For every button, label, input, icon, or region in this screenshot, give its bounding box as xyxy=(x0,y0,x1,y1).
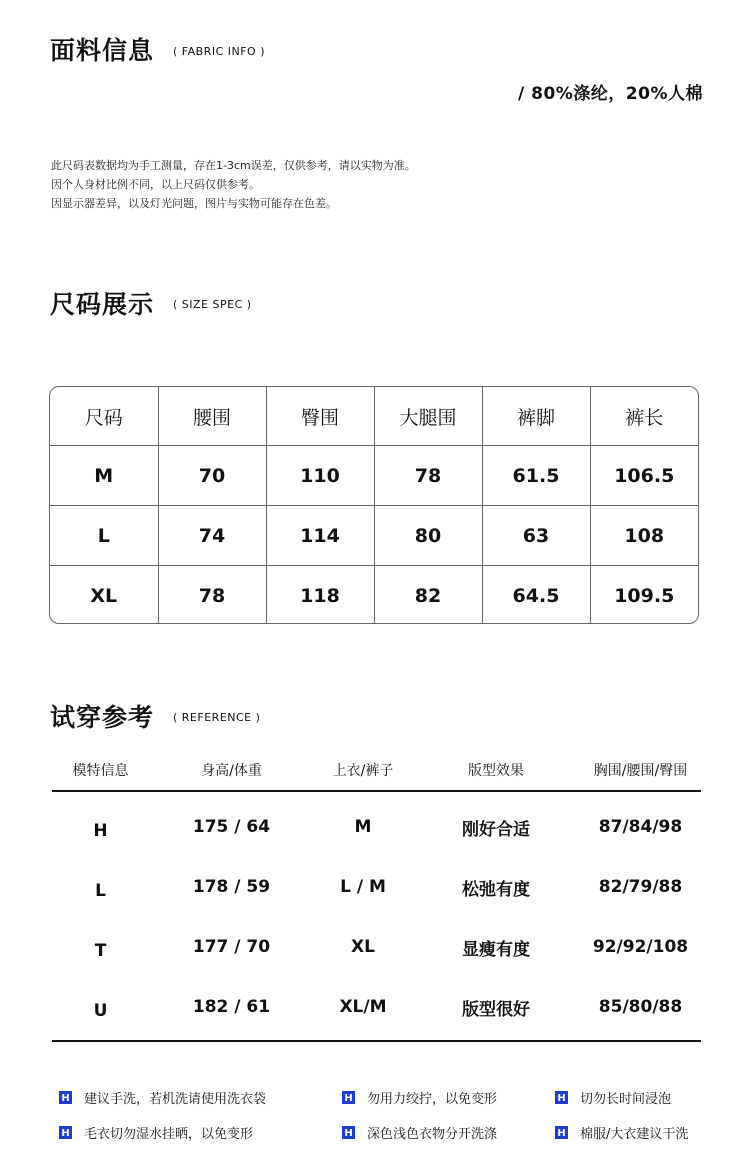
header-cell: 身高/体重 xyxy=(201,763,262,779)
header-cell: 胸围/腰围/臀围 xyxy=(593,763,688,779)
table-cell: 64.5 xyxy=(482,566,590,625)
size-cell: L / M xyxy=(340,877,386,897)
washing-care-icon: H xyxy=(555,1126,568,1139)
model-cell: U xyxy=(93,1001,108,1021)
measurement-notes xyxy=(51,156,416,213)
header-cell: 腰围 xyxy=(158,387,266,446)
table-cell: 114 xyxy=(266,506,374,566)
reference-table-bottom-rule xyxy=(52,1040,701,1042)
measure-cell: 82/79/88 xyxy=(598,877,683,897)
height-weight-cell: 175 / 64 xyxy=(192,817,271,837)
table-cell: 78 xyxy=(374,446,482,506)
table-cell: 108 xyxy=(590,506,698,566)
model-cell: L xyxy=(95,881,106,901)
washing-care-icon: H xyxy=(59,1091,72,1104)
table-cell: 118 xyxy=(266,566,374,625)
care-item xyxy=(555,1123,688,1142)
table-row xyxy=(50,446,698,506)
header-cell: 臀围 xyxy=(266,387,374,446)
size-table xyxy=(49,386,699,624)
care-item xyxy=(59,1123,253,1142)
measure-cell: 92/92/108 xyxy=(592,937,689,957)
height-weight-cell: 182 / 61 xyxy=(192,997,271,1017)
table-cell: 109.5 xyxy=(590,566,698,625)
table-row xyxy=(50,566,698,625)
reference-subtitle: ( REFERENCE ) xyxy=(173,711,261,724)
reference-table-body xyxy=(52,797,701,1037)
table-cell: 70 xyxy=(158,446,266,506)
care-label: 毛衣切勿湿水挂晒，以免变形 xyxy=(84,1127,254,1142)
table-row xyxy=(52,797,701,857)
height-weight-cell: 177 / 70 xyxy=(192,937,271,957)
measure-cell: 85/80/88 xyxy=(598,997,683,1017)
care-item xyxy=(59,1088,266,1107)
fabric-subtitle: ( FABRIC INFO ) xyxy=(173,45,265,58)
note-line: 因显示器差异，以及灯光问题，图片与实物可能存在色差。 xyxy=(51,197,337,210)
washing-care-icon: H xyxy=(342,1091,355,1104)
fit-cell: 显瘦有度 xyxy=(462,939,530,960)
table-cell: 110 xyxy=(266,446,374,506)
table-cell: XL xyxy=(50,566,158,625)
table-cell: 82 xyxy=(374,566,482,625)
note-line: 因个人身材比例不同，以上尺码仅供参考。 xyxy=(51,178,260,191)
header-cell: 大腿围 xyxy=(374,387,482,446)
model-cell: T xyxy=(94,941,107,961)
table-cell: 61.5 xyxy=(482,446,590,506)
care-item xyxy=(342,1088,497,1107)
header-cell: 尺码 xyxy=(50,387,158,446)
table-cell: L xyxy=(50,506,158,566)
table-cell: 80 xyxy=(374,506,482,566)
care-label: 切勿长时间浸泡 xyxy=(580,1092,672,1107)
table-row xyxy=(50,506,698,566)
measure-cell: 87/84/98 xyxy=(598,817,683,837)
header-cell: 裤脚 xyxy=(482,387,590,446)
table-cell: 74 xyxy=(158,506,266,566)
care-item xyxy=(555,1088,671,1107)
fit-cell: 刚好合适 xyxy=(462,819,530,840)
header-cell: 版型效果 xyxy=(468,763,524,779)
care-label: 建议手洗，若机洗请使用洗衣袋 xyxy=(84,1092,267,1107)
care-item xyxy=(342,1123,497,1142)
header-cell: 裤长 xyxy=(590,387,698,446)
reference-title: 试穿参考 xyxy=(50,703,155,732)
fabric-title: 面料信息 xyxy=(50,36,155,65)
note-line: 此尺码表数据均为手工测量，存在1-3cm误差，仅供参考，请以实物为准。 xyxy=(51,159,416,172)
header-cell: 模特信息 xyxy=(72,763,129,779)
table-row xyxy=(52,977,701,1037)
reference-table-header xyxy=(52,760,701,792)
care-label: 勿用力绞拧，以免变形 xyxy=(367,1092,498,1107)
washing-care-icon: H xyxy=(342,1126,355,1139)
table-row xyxy=(52,857,701,917)
table-cell: 106.5 xyxy=(590,446,698,506)
size-table-header xyxy=(50,387,698,446)
table-cell: 78 xyxy=(158,566,266,625)
table-cell: 63 xyxy=(482,506,590,566)
fit-cell: 松弛有度 xyxy=(462,879,530,900)
size-title: 尺码展示 xyxy=(50,290,155,319)
size-subtitle: ( SIZE SPEC ) xyxy=(173,298,252,311)
size-cell: M xyxy=(354,817,372,837)
size-cell: XL xyxy=(351,937,375,957)
table-cell: M xyxy=(50,446,158,506)
model-cell: H xyxy=(93,821,108,841)
care-label: 棉服/大衣建议干洗 xyxy=(580,1127,689,1142)
fit-cell: 版型很好 xyxy=(462,999,530,1020)
washing-care-icon: H xyxy=(59,1126,72,1139)
care-label: 深色浅色衣物分开洗涤 xyxy=(367,1127,498,1142)
fabric-composition: / 80%涤纶，20%人棉 xyxy=(517,84,703,104)
size-cell: XL/M xyxy=(339,997,387,1017)
header-cell: 上衣/裤子 xyxy=(332,763,394,779)
washing-care-icon: H xyxy=(555,1091,568,1104)
height-weight-cell: 178 / 59 xyxy=(192,877,271,897)
table-row xyxy=(52,917,701,977)
